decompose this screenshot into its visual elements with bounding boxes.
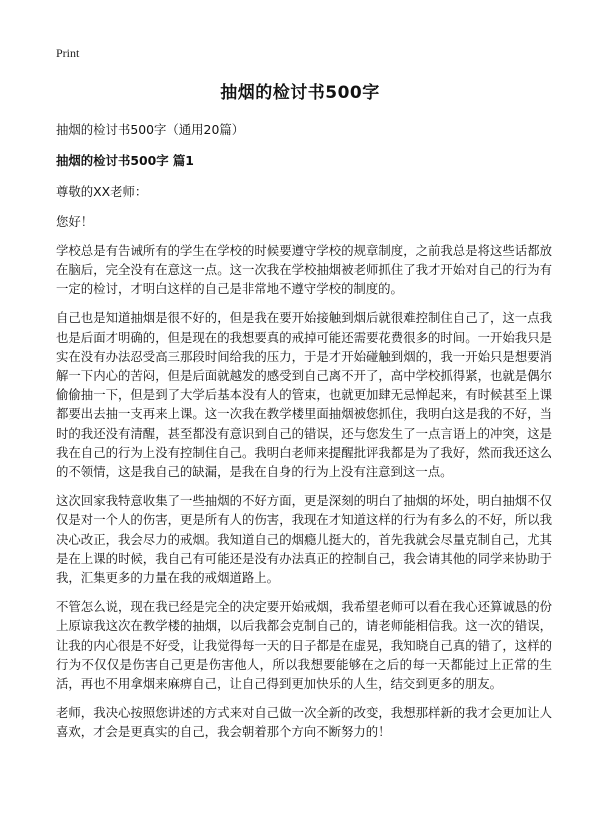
salutation: 尊敬的XX老师： <box>56 184 148 200</box>
paragraph-5: 老师，我决心按照您讲述的方式来对自己做一次全新的改变，我想那样新的我才会更加让人喜欢，才会是更真实的自己，我会朝着那个方向不断努力的！ <box>56 705 552 740</box>
paragraph-3: 这次回家我特意收集了一些抽烟的不好方面，更是深刻的明白了抽烟的坏处，明白抽烟不仅仅是对一个人的伤害，更是所有人的伤害，我现在才知道这样的行为有多么的不好，所以我决心改正，我会尽力的戒烟。我知道自己的烟瘾儿挺大的，首先我就会尽量克制自己，尤其是在上课的时候，我自己有可能还是没有办法真正的控制自己，我会请其他的同学来协助于我，汇集更多的力量在我的戒烟道路上。 <box>56 493 552 586</box>
document-subtitle: 抽烟的检讨书500字（通用20篇） <box>56 122 245 137</box>
paragraph-1: 学校总是有告诫所有的学生在学校的时候要遵守学校的规章制度，之前我总是将这些话都放在脑后，完全没有在意这一点。这一次我在学校抽烟被老师抓住了我才开始对自己的行为有一定的检讨，才明白这样的自己是非常地不遵守学校的制度的。 <box>56 242 552 297</box>
greeting: 您好！ <box>56 213 94 229</box>
document-body <box>56 120 552 752</box>
print-link[interactable]: Print <box>56 46 80 60</box>
paragraph-2: 自己也是知道抽烟是很不好的，但是我在要开始接触到烟后就很难控制住自己了，这一点我也是后面才明确的，但是现在的我想要真的戒掉可能还需要花费很多的时间。一开始我只是实在没有办法忍受高三那段时间给我的压力，于是才开始碰触到烟的，我一开始只是想要消解一下内心的苦闷，但是后面就越发的感受到自己离不开了，高中学校抓得紧，也就是偶尔偷偷抽一下，但是到了大学后基本没有人的管束，也就更加肆无忌惮起来，有时候甚至上课都要出去抽一支再来上课。这一次我在教学楼里面抽烟被您抓住，我明白这是我的不好，当时的我还没有清醒，甚至都没有意识到自己的错误，还与您发生了一点言语上的冲突，这是我在自己的行为上没有控制住自己。我明白老师来提醒批评我都是为了我好，然而我还这么的不领情，这是我自己的缺漏，是我在自身的行为上没有注意到这一点。 <box>56 310 552 480</box>
paragraph-4: 不管怎么说，现在我已经是完全的决定要开始戒烟，我希望老师可以看在我心还算诚恳的份上原谅我这次在教学楼的抽烟，以后我都会克制自己的，请老师能相信我。这一次的错误，让我的内心很是不好受，让我觉得每一天的日子都是在虚晃，我知晓自己真的错了，这样的行为不仅仅是伤害自己更是伤害他人，所以我想要能够在之后的每一天都能过上正常的生活，再也不用拿烟来麻痹自己，让自己得到更加快乐的人生，结交到更多的朋友。 <box>56 599 552 692</box>
section-heading: 抽烟的检讨书500字 篇1 <box>56 153 194 169</box>
document-title: 抽烟的检讨书500字 <box>220 83 380 103</box>
